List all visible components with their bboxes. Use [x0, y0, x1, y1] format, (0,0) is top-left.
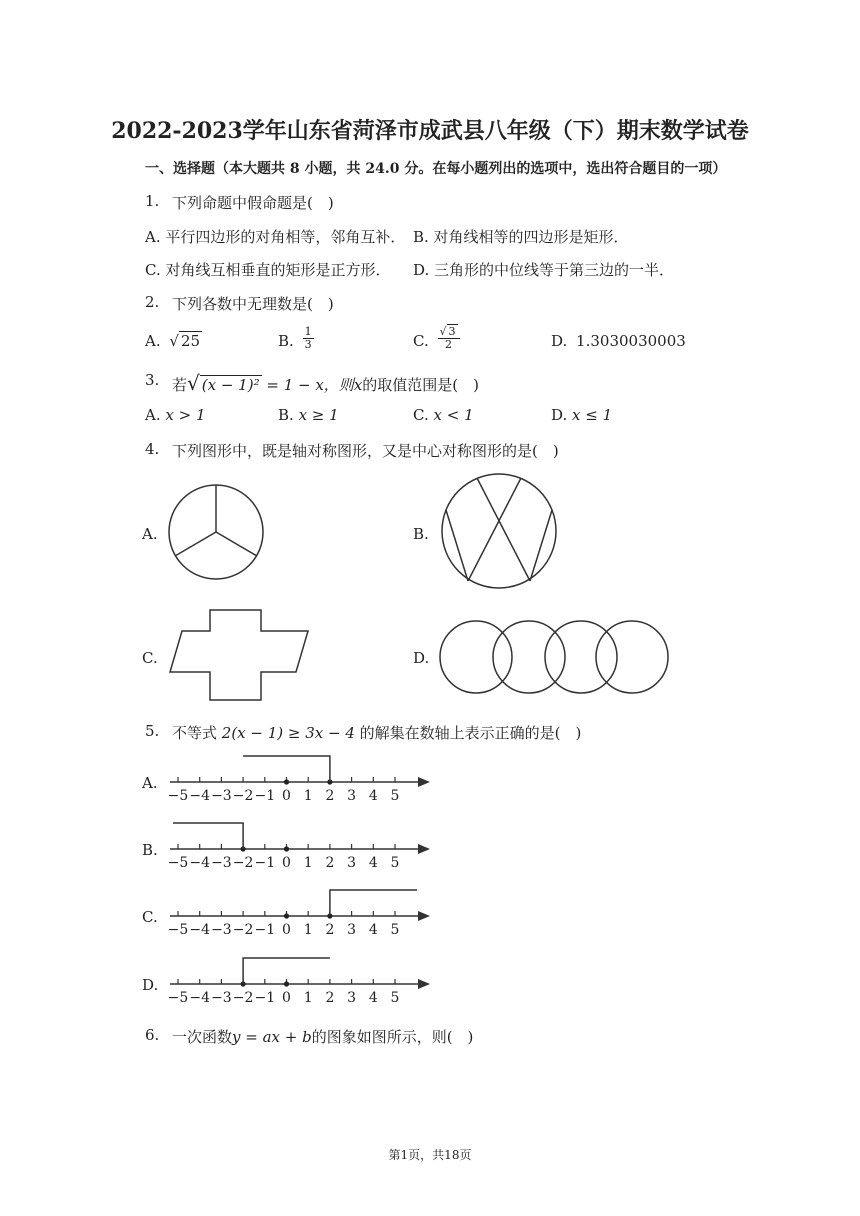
q5-number: 5. [145, 722, 160, 740]
q2-option-b [278, 324, 314, 351]
q3-option-a-expr: x > 1 [165, 406, 206, 424]
q5c-tick-label: 1 [303, 922, 313, 938]
q3-option-d [551, 406, 612, 424]
q2-option-a: A. √ 25 [145, 332, 201, 350]
q3-option-c-label: C. [413, 406, 429, 424]
q5b-tick-label: 4 [368, 855, 378, 871]
q4d-circle-4 [596, 621, 668, 693]
q4b-circle [442, 474, 556, 588]
q5b-tick-label: −1 [254, 855, 276, 871]
q5d-tick-label: −4 [189, 990, 211, 1006]
q5a-tick-label: −4 [189, 788, 211, 804]
q2-option-c-label: C. [413, 332, 429, 350]
section-heading: 一、选择题（本大题共 8 小题，共 24.0 分。在每小题列出的选项中，选出符合题目的一项） [145, 161, 727, 177]
q3-option-b-label: B. [278, 406, 294, 424]
q5b-tick-label: −3 [211, 855, 232, 871]
q5d-tick-label: −1 [254, 990, 276, 1006]
q5a-tick-label: −5 [167, 788, 189, 804]
q3-option-a-label: A. [145, 406, 161, 424]
q3-equation-rhs: = 1 − x，则 [261, 376, 354, 394]
q1-number: 1. [145, 192, 160, 210]
q5d-tick-label: −2 [232, 990, 254, 1006]
q1-option-c: C. 对角线互相垂直的矩形是正方形． [145, 261, 391, 279]
q5a-tick-label: −3 [211, 788, 232, 804]
q5-stem-pre: 不等式 [172, 724, 222, 742]
q1-option-a: A. 平行四边形的对角相等，邻角互补． [145, 228, 406, 246]
q4d-circle-1 [440, 621, 512, 693]
q5a-tick-label: 5 [390, 788, 400, 804]
q5c-point [284, 913, 289, 918]
q5d-tick-label: 1 [303, 990, 313, 1006]
q2-option-a-value: 25 [180, 332, 201, 350]
q4-number: 4. [145, 440, 160, 458]
q4-option-a-label: A. [142, 525, 158, 543]
q5c-arrow [418, 911, 430, 921]
q4-option-c-label: C. [142, 649, 158, 667]
q4-figure-c [168, 608, 313, 703]
q5a-point [284, 779, 289, 784]
q3-option-a [145, 406, 206, 424]
q5c-tick-label: 0 [282, 922, 291, 938]
q5-stem-post: 的解集在数轴上表示正确的是( ) [354, 724, 582, 742]
q5-numberline-b [165, 817, 445, 877]
q5d-tick-label: 0 [282, 990, 291, 1006]
q3-stem-post: 的取值范围是( ) [362, 376, 479, 394]
q5a-tick-label: −2 [232, 788, 254, 804]
q5d-arrow [418, 979, 430, 989]
q1-option-d: D. 三角形的中位线等于第三边的一半． [413, 261, 675, 279]
q3-radicand: (x − 1)² [201, 376, 260, 394]
q5c-tick-label: −4 [189, 922, 211, 938]
q5a-tick-label: 4 [368, 788, 378, 804]
q3-stem-pre: 若 [172, 376, 188, 394]
q5a-tick-label: 1 [303, 788, 313, 804]
q4-option-b-label: B. [413, 525, 429, 543]
page-title: 2022-2023学年山东省菏泽市成武县八年级（下）期末数学试卷 [111, 118, 749, 144]
q5c-tick-label: −2 [232, 922, 254, 938]
q5b-tick-label: −5 [167, 855, 189, 871]
q4b-chord-2 [468, 478, 521, 581]
q3-stem: 若√ (x − 1)² = 1 − x，则x的取值范围是( ) [172, 371, 479, 395]
q3-option-b [278, 406, 339, 424]
q4a-radius-2 [175, 532, 216, 556]
q3-option-c-expr: x < 1 [433, 406, 474, 424]
q5b-tick-label: −2 [232, 855, 254, 871]
q4b-chord-1 [477, 478, 530, 581]
q5d-point [284, 981, 289, 986]
q5b-tick-label: 1 [303, 855, 313, 871]
q5c-tick-label: 3 [347, 922, 357, 938]
q5b-point [284, 846, 289, 851]
q1-option-b: B. 对角线相等的四边形是矩形． [413, 228, 629, 246]
q4-figure-a [168, 484, 268, 584]
q6-stem [172, 1026, 473, 1047]
q5c-tick-label: −3 [211, 922, 232, 938]
page-footer: 第1页，共18页 [388, 1148, 472, 1162]
q5-numberline-d [165, 952, 445, 1012]
q3-var: x [353, 376, 363, 394]
q5b-tick-label: −4 [189, 855, 211, 871]
q4a-radius-3 [216, 532, 257, 556]
q6-stem-post: 的图象如图所示，则( ) [311, 1028, 474, 1046]
q2-option-c: C. $\frac{√ 3}{2}$ [413, 332, 460, 351]
q5-stem [172, 722, 581, 743]
q5c-tick-label: −1 [254, 922, 276, 938]
q5b-solution-bracket [173, 823, 243, 849]
q5d-tick-label: −5 [167, 990, 189, 1006]
q5d-tick-label: 4 [368, 990, 378, 1006]
q2-option-b-denominator: 3 [304, 337, 312, 351]
q5d-tick-label: 2 [325, 990, 335, 1006]
q5a-tick-label: 3 [347, 788, 357, 804]
q5c-tick-label: −5 [167, 922, 189, 938]
q5a-tick-label: 0 [282, 788, 291, 804]
q3-option-d-label: D. [551, 406, 568, 424]
q4-figure-d [438, 619, 670, 695]
q2-option-d-label: D. [551, 332, 568, 350]
q5a-tick-label: −1 [254, 788, 276, 804]
q5c-tick-label: 4 [368, 922, 378, 938]
q3-option-b-expr: x ≥ 1 [298, 406, 339, 424]
q5d-tick-label: 3 [347, 990, 357, 1006]
q2-number: 2. [145, 293, 160, 311]
q6-equation: y = ax + b [232, 1028, 312, 1046]
q5-numberline-a [165, 750, 445, 810]
q5b-arrow [418, 844, 430, 854]
q2-option-d [551, 332, 686, 350]
q5a-tick-label: 2 [325, 788, 335, 804]
q5-inequality: 2(x − 1) ≥ 3x − 4 [221, 724, 355, 742]
q2-option-a-label: A. [145, 332, 161, 350]
q6-number: 6. [145, 1026, 160, 1044]
q5-option-a-label: A. [142, 774, 158, 792]
q3-number: 3. [145, 371, 160, 389]
q5d-tick-label: 5 [390, 990, 400, 1006]
q3-option-d-expr: x ≤ 1 [572, 406, 613, 424]
q5d-tick-label: −3 [211, 990, 232, 1006]
q2-option-b-label: B. [278, 332, 294, 350]
q4-stem: 下列图形中，既是轴对称图形，又是中心对称图形的是( ) [172, 442, 559, 460]
q2-stem: 下列各数中无理数是( ) [172, 295, 334, 313]
q5c-tick-label: 2 [325, 922, 335, 938]
q2-option-d-value: 1.3030030003 [576, 332, 686, 350]
q5-option-b-label: B. [142, 841, 158, 859]
q4c-cross-parallelogram [170, 610, 308, 700]
q5a-arrow [418, 777, 430, 787]
q4-figure-b [440, 472, 560, 592]
q5b-tick-label: 0 [282, 855, 291, 871]
q3-option-c [413, 406, 474, 424]
q1-stem: 下列命题中假命题是( ) [172, 194, 334, 212]
q5c-tick-label: 5 [390, 922, 400, 938]
q5b-tick-label: 5 [390, 855, 400, 871]
q5-numberline-c [165, 884, 445, 944]
q4d-circle-2 [493, 621, 565, 693]
q6-stem-pre: 一次函数 [172, 1028, 233, 1046]
q5-option-d-label: D. [142, 976, 159, 994]
q4-option-d-label: D. [413, 649, 430, 667]
q5-option-c-label: C. [142, 908, 158, 926]
q2-option-b-numerator: 1 [304, 324, 312, 338]
q2-option-c-denominator: 2 [445, 337, 452, 351]
q2-option-c-numerator: 3 [448, 324, 456, 338]
q5b-tick-label: 2 [325, 855, 335, 871]
q5b-tick-label: 3 [347, 855, 357, 871]
